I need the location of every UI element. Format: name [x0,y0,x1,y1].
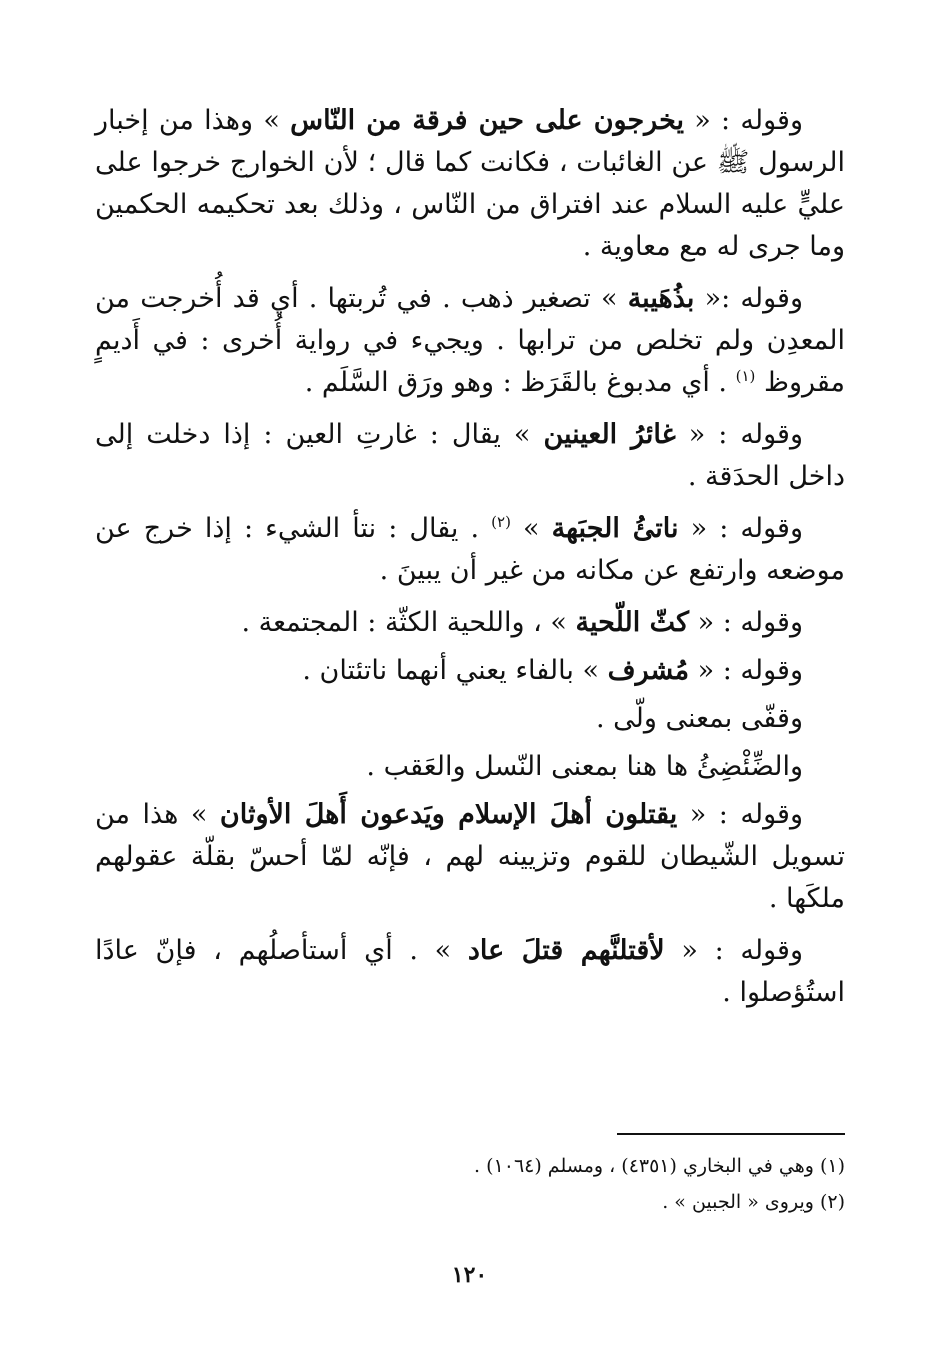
paragraph-5 [95,602,845,644]
paragraph-2 [95,278,845,404]
para-4-intro: وقوله : « [678,513,803,544]
para-7-text: وقفّى بمعنى ولّى . [595,703,803,734]
para-10-text: » . أي أستأصلُهم ، فإنّ عادًا استُؤصلوا . [95,935,845,1008]
para-5-quote: كثّ اللّحية [575,607,690,638]
para-4-text: » [523,513,552,544]
para-10-quote: لأقتلنَّهم قتلَ عاد [467,935,665,966]
para-2-quote: بذُهَيبة [627,283,695,314]
paragraph-8 [95,746,845,788]
footnote-ref-1[interactable]: (١) [735,367,756,385]
paragraph-3 [95,414,845,498]
para-4-text-cont: . يقال : نتأ الشيء : إذا خرج عن موضعه وارتفع عن مكانه من غير أن يبينَ . [95,513,845,586]
para-5-intro: وقوله : « [689,607,803,638]
paragraph-6 [95,650,845,692]
para-6-intro: وقوله : « [689,655,803,686]
page-body [95,100,845,1024]
para-6-text: » بالفاء يعني أنهما ناتئتان . [302,655,608,686]
paragraph-7 [95,698,845,740]
para-9-text: » هذا من تسويل الشّيطان للقوم وتزيينه لهم ، فإنّه لمّا أحسّ بقلّة عقولهم ملكَها . [95,799,845,914]
para-5-text: » ، واللحية الكثّة : المجتمعة . [241,607,576,638]
para-1-text: » وهذا من إخبار الرسول ﷺ عن الغائبات ، فكانت كما قال ؛ لأن الخوارج خرجوا على عليٍّ عليه السلام عند افتراق من النّاس ، وذلك بعد تحكيمه الحكمين وما جرى له مع معاوية . [95,105,845,262]
paragraph-10 [95,930,845,1014]
para-3-intro: وقوله : « [675,419,803,450]
paragraph-4 [95,508,845,592]
footnote-divider [617,1133,845,1135]
para-2-text: » تصغير ذهب . في تُربتها . أي قد أُخرجت من المعدِن ولم تخلص من ترابها . ويجيء في رواية أُخرى : في أَديمٍ مقروظ [95,283,845,398]
para-2-text-cont: . أي مدبوغ بالقَرَظ : وهو ورَق السَّلَم . [304,367,736,398]
footnote-2: (٢) ويروى « الجبين » . [662,1191,845,1213]
page-number: ١٢٠ [451,1262,488,1288]
para-2-intro: وقوله :« [694,283,803,314]
para-10-intro: وقوله : « [664,935,803,966]
para-9-intro: وقوله : « [677,799,803,830]
paragraph-9 [95,794,845,920]
para-3-quote: غائرُ العينين [543,419,676,450]
footnote-ref-2[interactable]: (٢) [491,513,511,531]
para-9-quote: يقتلون أهلَ الإسلام ويَدعون أَهلَ الأوثان [219,799,678,830]
para-3-text: » يقال : غارتِ العين : إذا دخلت إلى داخل الحدَقة . [95,419,845,492]
paragraph-1 [95,100,845,268]
footnotes [95,1148,845,1220]
para-6-quote: مُشرف [607,655,690,686]
para-1-quote: يخرجون على حين فرقة من النّاس [290,105,685,136]
para-4-quote: ناتئُ الجبَهة [551,513,679,544]
footnote-1: (١) وهي في البخاري (٤٣٥١) ، ومسلم (١٠٦٤) . [474,1155,845,1177]
para-8-text: والضِّئْضِئُ ها هنا بمعنى النّسل والعَقب . [366,751,803,782]
para-1-intro: وقوله : « [684,105,803,136]
